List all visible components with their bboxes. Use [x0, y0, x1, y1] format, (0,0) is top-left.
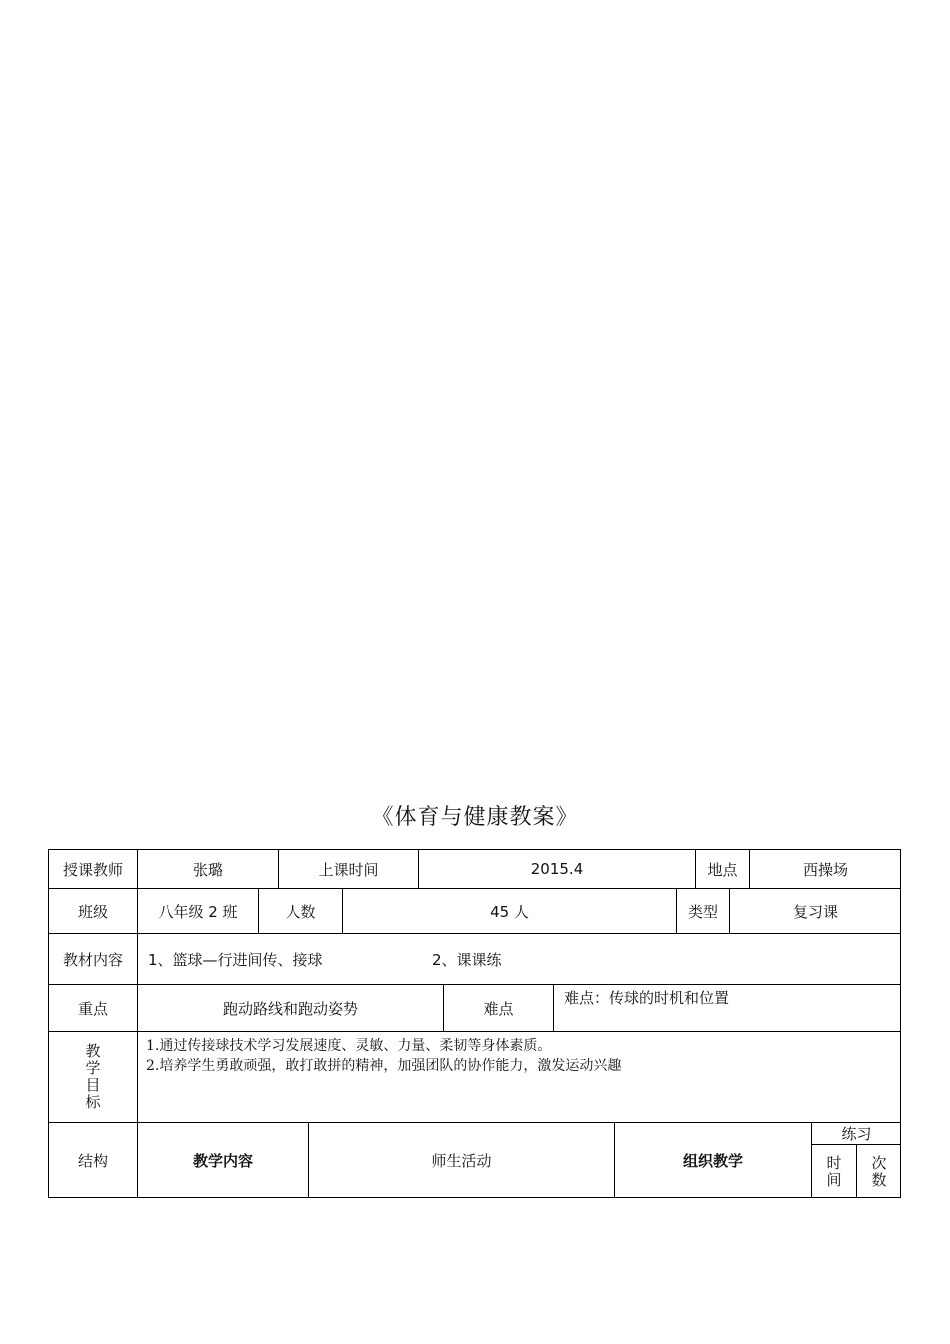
content-header: 教学内容: [137, 1122, 308, 1198]
place-value: 西操场: [749, 849, 901, 888]
practice-time-header: [811, 1144, 856, 1198]
practice-time-char-1: 时: [826, 1153, 842, 1172]
practice-time-char-2: 间: [826, 1170, 842, 1189]
goals-label-char-2: 学: [85, 1059, 101, 1077]
class-value: 八年级 2 班: [137, 888, 258, 933]
content-value: [137, 933, 901, 984]
type-label: 类型: [676, 888, 729, 933]
difficult-point-value: 难点：传球的时机和位置: [553, 984, 901, 1031]
activity-header: 师生活动: [308, 1122, 614, 1198]
goals-label-char-4: 标: [85, 1093, 101, 1111]
place-label: 地点: [695, 849, 749, 888]
count-label: 人数: [258, 888, 342, 933]
structure-label: 结构: [48, 1122, 137, 1198]
practice-times-char-1: 次: [871, 1153, 887, 1172]
key-point-label: 重点: [48, 984, 137, 1031]
goals-label-char-1: 教: [85, 1042, 101, 1060]
goal-item-2: 2.培养学生勇敢顽强，敢打敢拼的精神，加强团队的协作能力，激发运动兴趣: [146, 1058, 622, 1074]
content-label: 教材内容: [48, 933, 137, 984]
lesson-plan-table: [48, 849, 901, 1198]
goal-item-1: 1.通过传接球技术学习发展速度、灵敏、力量、柔韧等身体素质。: [146, 1038, 552, 1054]
time-value: 2015.4: [418, 849, 695, 888]
class-label: 班级: [48, 888, 137, 933]
practice-times-header: [856, 1144, 901, 1198]
teacher-value: 张璐: [137, 849, 278, 888]
teacher-label: 授课教师: [48, 849, 137, 888]
key-point-value: 跑动路线和跑动姿势: [137, 984, 443, 1031]
count-value: 45 人: [342, 888, 676, 933]
document-title: 《体育与健康教案》: [371, 805, 579, 830]
organization-header: 组织教学: [614, 1122, 811, 1198]
difficult-point-label: 难点: [443, 984, 553, 1031]
goals-label-char-3: 目: [85, 1076, 101, 1094]
content-item-1: 1、篮球—行进间传、接球: [148, 950, 323, 969]
goals-value: [137, 1031, 901, 1122]
time-label: 上课时间: [278, 849, 418, 888]
goals-label: [48, 1031, 137, 1122]
practice-header: 练习: [811, 1122, 901, 1144]
practice-times-char-2: 数: [871, 1170, 887, 1189]
type-value: 复习课: [729, 888, 901, 933]
content-item-2: 2、课课练: [432, 950, 502, 969]
